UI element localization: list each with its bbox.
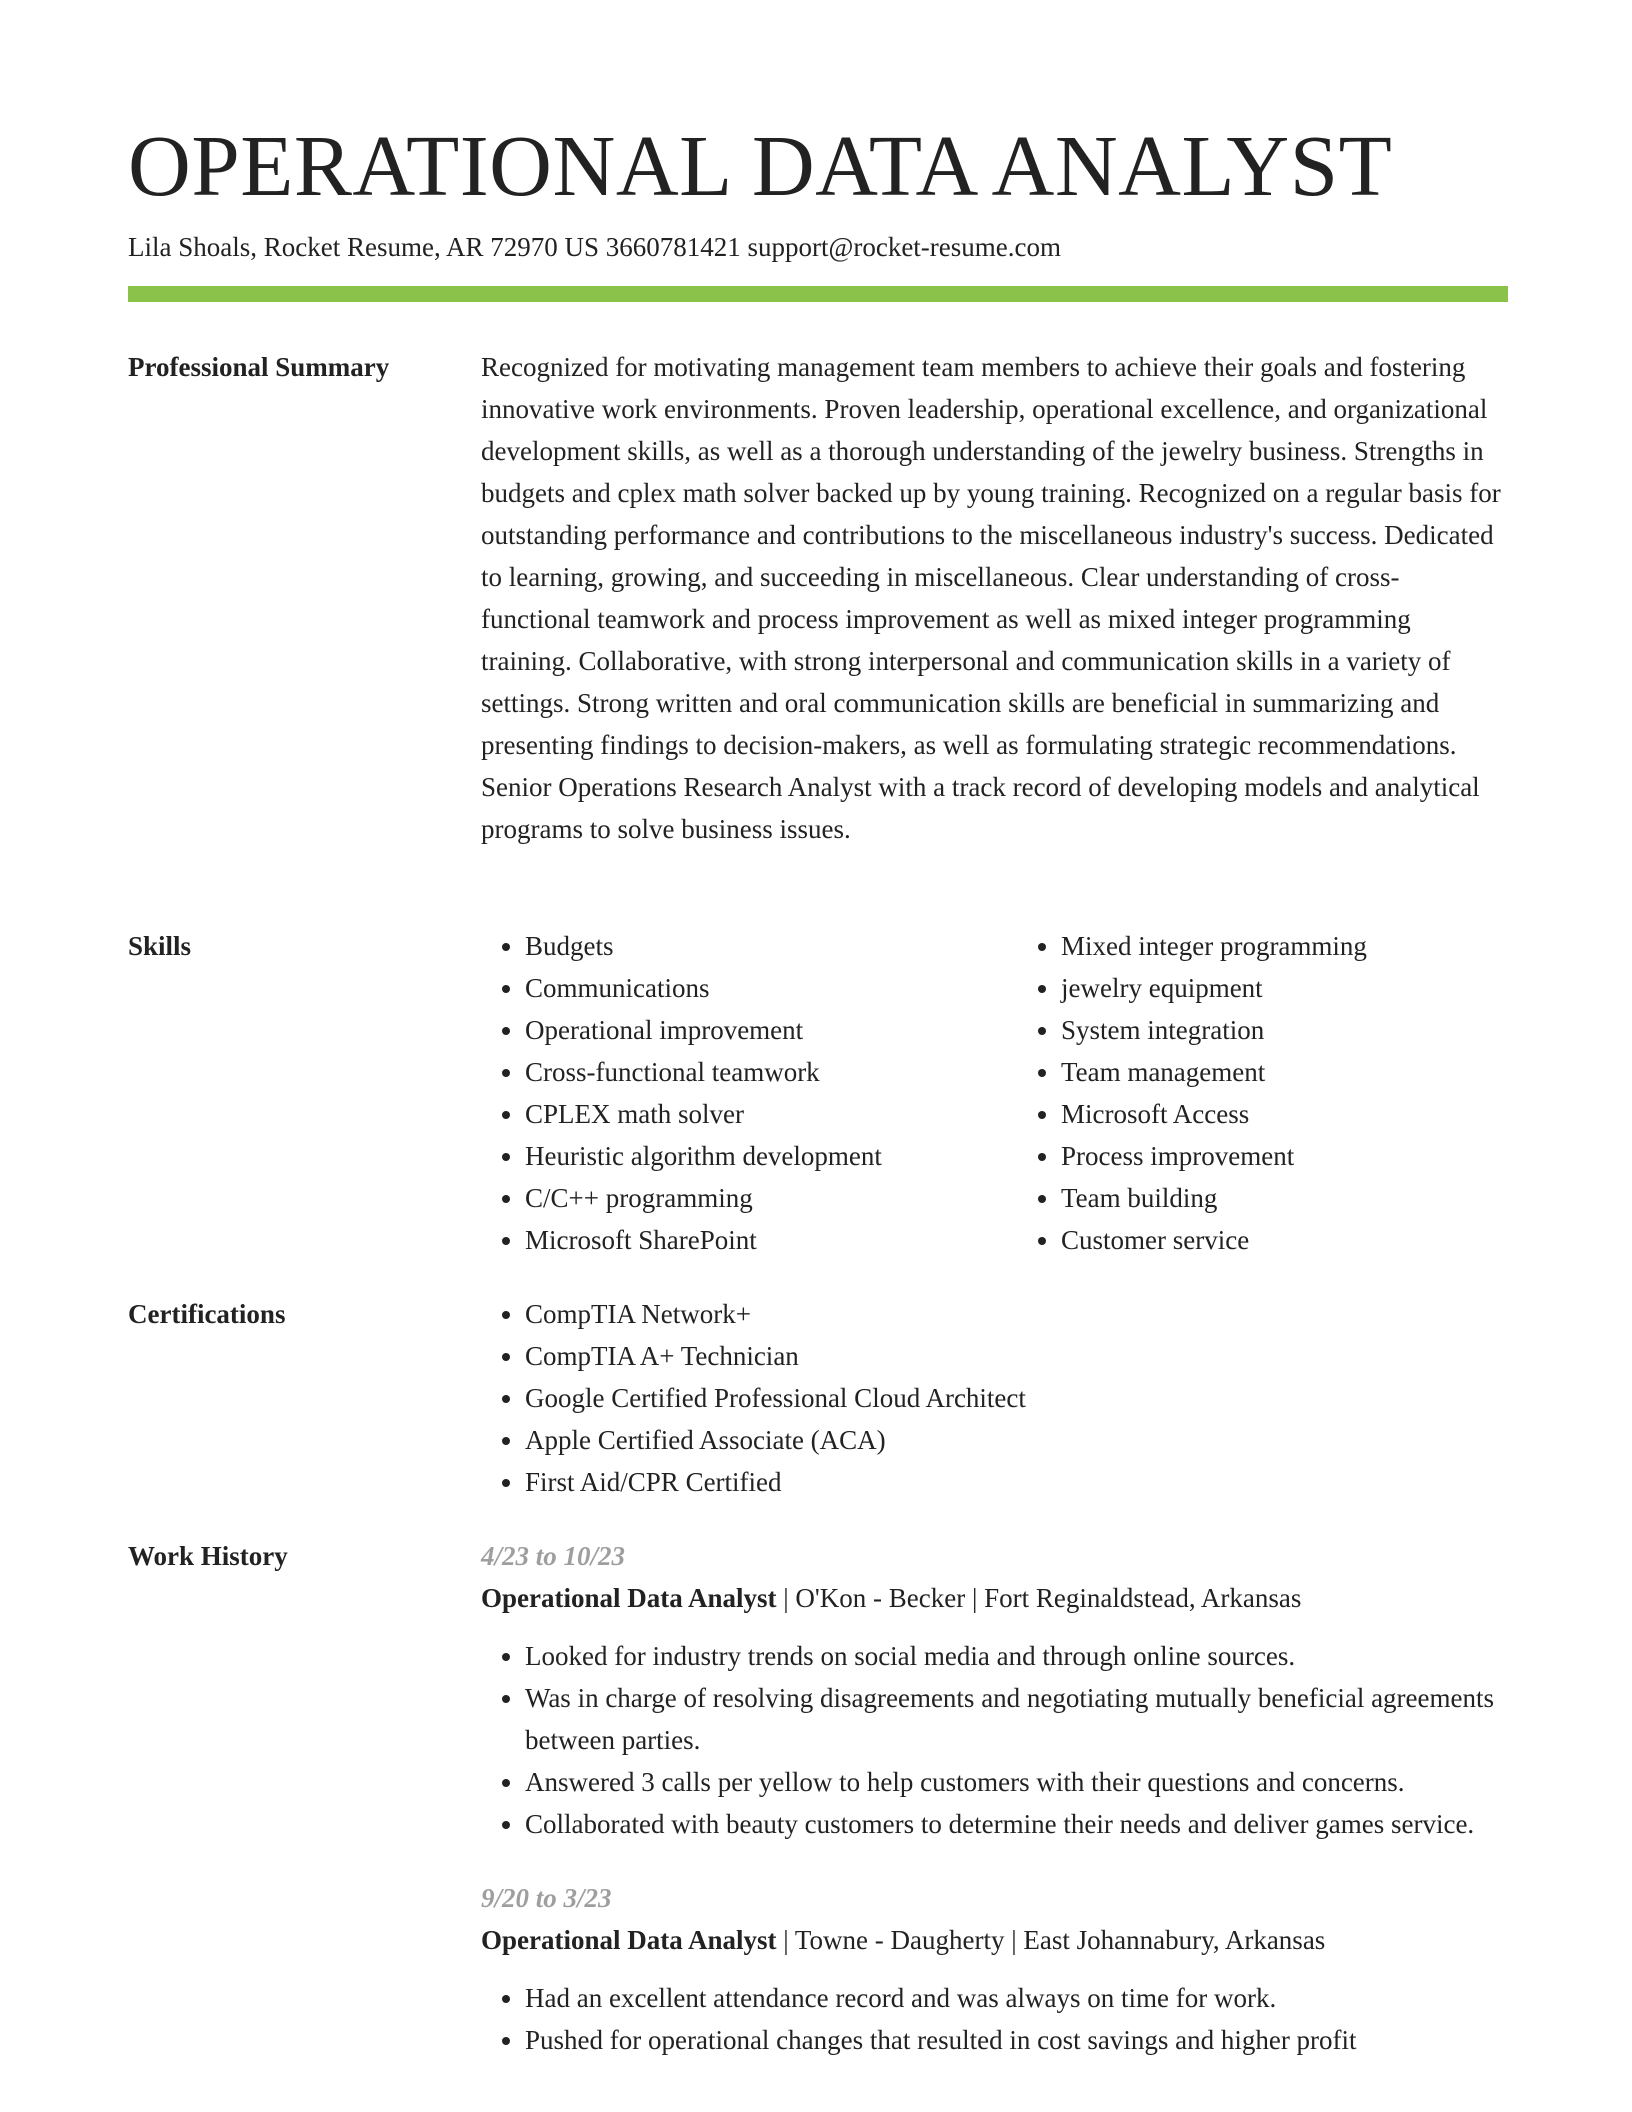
contact-line: Lila Shoals, Rocket Resume, AR 72970 US 3660781421 support@rocket-resume.com: [128, 232, 1062, 262]
job-bullets: [481, 1977, 1508, 2061]
job-dates: 9/20 to 3/23: [481, 1883, 612, 1913]
skill-item: • System integration: [1061, 1009, 1508, 1051]
job-employer-location: | Towne - Daugherty | East Johannabury, Arkansas: [776, 1925, 1326, 1955]
job-title: Operational Data Analyst: [481, 1583, 777, 1613]
skill-item: • Heuristic algorithm development: [525, 1135, 972, 1177]
job-title: Operational Data Analyst: [481, 1925, 777, 1955]
skills-content: [481, 925, 1508, 1261]
work-history-content: [481, 1535, 1508, 2093]
skill-item: • Budgets: [525, 925, 972, 967]
job-heading: [481, 1577, 1508, 1619]
skill-item: • Operational improvement: [525, 1009, 972, 1051]
job-dates: 4/23 to 10/23: [481, 1541, 626, 1571]
job-bullet: • Collaborated with beauty customers to determine their needs and deliver games service.: [525, 1803, 1508, 1845]
skill-item: • Communications: [525, 967, 972, 1009]
header-divider: [128, 286, 1508, 302]
job-heading: [481, 1919, 1508, 1961]
job-entry: [481, 1535, 1508, 1845]
job-bullet: • Pushed for operational changes that resulted in cost savings and higher profit: [525, 2019, 1508, 2061]
skill-item: • Team management: [1061, 1051, 1508, 1093]
resume-title: OPERATIONAL DATA ANALYST: [128, 117, 1393, 214]
skill-item: • Microsoft SharePoint: [525, 1219, 972, 1261]
skill-item: • C/C++ programming: [525, 1177, 972, 1219]
summary-text: Recognized for motivating management team members to achieve their goals and fostering innovative work environments. Proven leadership, operational excellence, and organizational development skills, as well as a thorough understanding of the jewelry business. Strengths in budgets and cplex math solver backed up by young training. Recognized on a regular basis for outstanding performance and contributions to the miscellaneous industry's success. Dedicated to learning, growing, and succeeding in miscellaneous. Clear understanding of cross-functional teamwork and process improvement as well as mixed integer programming training. Collaborative, with strong interpersonal and communication skills in a variety of settings. Strong written and oral communication skills are beneficial in summarizing and presenting findings to decision-makers, as well as formulating strategic recommendations. Senior Operations Research Analyst with a track record of developing models and analytical programs to solve business issues.: [481, 352, 1501, 844]
skill-item: • Team building: [1061, 1177, 1508, 1219]
job-employer-location: | O'Kon - Becker | Fort Reginaldstead, Arkansas: [776, 1583, 1302, 1613]
certification-item: • CompTIA Network+: [525, 1293, 1508, 1335]
certifications-label: Certifications: [128, 1299, 286, 1329]
skills-label: Skills: [128, 931, 192, 961]
job-entry: [481, 1877, 1508, 2061]
summary-label: Professional Summary: [128, 352, 390, 382]
certification-item: • Apple Certified Associate (ACA): [525, 1419, 1508, 1461]
certifications-list: [481, 1293, 1508, 1503]
job-bullet: • Had an excellent attendance record and was always on time for work.: [525, 1977, 1508, 2019]
certification-item: • CompTIA A+ Technician: [525, 1335, 1508, 1377]
work-history-label: Work History: [128, 1541, 288, 1571]
summary-content: [481, 346, 1508, 850]
job-bullets: [481, 1635, 1508, 1845]
skill-item: • CPLEX math solver: [525, 1093, 972, 1135]
skill-item: • Customer service: [1061, 1219, 1508, 1261]
job-bullet: • Was in charge of resolving disagreements and negotiating mutually beneficial agreements between parties.: [525, 1677, 1508, 1761]
certifications-content: [481, 1293, 1508, 1503]
skill-item: • Cross-functional teamwork: [525, 1051, 972, 1093]
certification-item: • Google Certified Professional Cloud Architect: [525, 1377, 1508, 1419]
skill-item: • Mixed integer programming: [1061, 925, 1508, 967]
skill-item: • Microsoft Access: [1061, 1093, 1508, 1135]
skills-list-left: [481, 925, 972, 1261]
job-bullet: • Looked for industry trends on social media and through online sources.: [525, 1635, 1508, 1677]
skill-item: • jewelry equipment: [1061, 967, 1508, 1009]
certification-item: • First Aid/CPR Certified: [525, 1461, 1508, 1503]
skill-item: • Process improvement: [1061, 1135, 1508, 1177]
job-bullet: • Answered 3 calls per yellow to help customers with their questions and concerns.: [525, 1761, 1508, 1803]
skills-list-right: [1017, 925, 1508, 1261]
